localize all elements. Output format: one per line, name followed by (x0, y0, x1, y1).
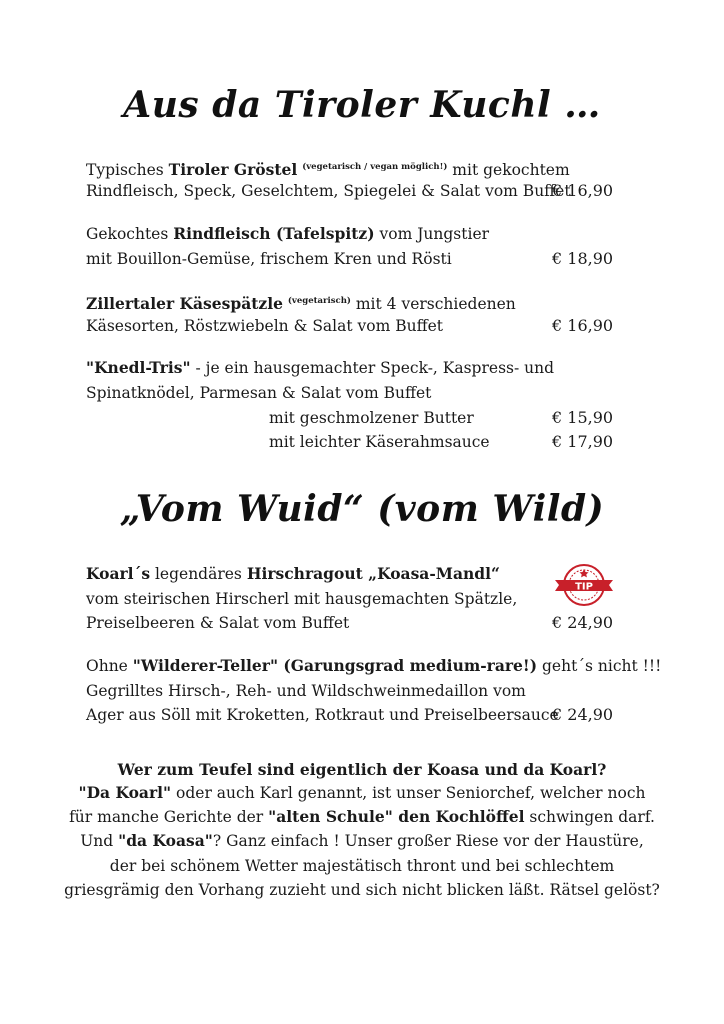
menu-item-teller-line1 (86, 656, 661, 676)
price-knedl-butter: € 15,90 (552, 408, 614, 427)
dish-name: Zillertaler Käsespätzle (86, 294, 283, 313)
text: mit 4 verschiedenen (350, 295, 516, 313)
story-line-5: der bei schönem Wetter majestätisch thront und bei schlechtem (109, 857, 615, 875)
knedl-option-butter: mit geschmolzener Butter (269, 409, 474, 427)
dish-note: (vegetarisch) (287, 296, 351, 306)
text: schwingen darf. (524, 808, 655, 826)
menu-item-hirsch-line3: Preiselbeeren & Salat vom Buffet (86, 614, 350, 632)
price-groestel: € 16,90 (552, 181, 614, 200)
text: mit gekochtem (447, 161, 570, 179)
tip-badge-label: TIP (575, 581, 593, 593)
price-teller: € 24,90 (552, 705, 614, 724)
story-line-3 (0, 807, 724, 827)
section-heading-kuchl: Aus da Tiroler Kuchl … (123, 84, 601, 126)
story-bold: "alten Schule" den Kochlöffel (268, 807, 525, 826)
text: ? Ganz einfach ! Unser großer Riese vor der Haustüre, (212, 832, 644, 850)
dish-name: Hirschragout „Koasa-Mandl“ (246, 564, 500, 583)
story-line-2 (0, 783, 724, 803)
text: vom Jungstier (374, 225, 490, 243)
menu-item-spaetzle-line1 (86, 291, 516, 314)
story-line-6: griesgrämig den Vorhang zuzieht und sich nicht blicken läßt. Rätsel gelöst? (64, 881, 660, 899)
text: - je ein hausgemachter Speck-, Kaspress- und (190, 359, 555, 377)
price-spaetzle: € 16,90 (552, 316, 614, 335)
menu-item-teller-line3: Ager aus Söll mit Kroketten, Rotkraut und Preiselbeersauce (86, 706, 559, 724)
dish-name: "Knedl-Tris" (86, 358, 191, 377)
dish-name: Rindfleisch (Tafelspitz) (173, 224, 375, 243)
menu-item-tafelspitz-line2: mit Bouillon-Gemüse, frischem Kren und Rösti (86, 250, 452, 268)
price-hirsch: € 24,90 (552, 613, 614, 632)
knedl-option-kaese: mit leichter Käserahmsauce (269, 433, 490, 451)
menu-item-hirsch-line2: vom steirischen Hirscherl mit hausgemachten Spätzle, (86, 590, 518, 608)
story-bold: "Da Koarl" (78, 783, 172, 802)
dish-name: Tiroler Gröstel (168, 160, 298, 179)
text: für manche Gerichte der (69, 808, 269, 826)
text: legendäres (150, 565, 247, 583)
menu-item-groestel-line2: Rindfleisch, Speck, Geselchtem, Spiegelei & Salat vom Buffet (86, 182, 571, 200)
menu-item-spaetzle-line2: Käsesorten, Röstzwiebeln & Salat vom Buffet (86, 317, 444, 335)
text: Gekochtes (86, 225, 174, 243)
menu-item-hirsch-line1 (86, 564, 500, 584)
section-heading-wild: „Vom Wuid“ (vom Wild) (119, 488, 605, 530)
text: geht´s nicht !!! (537, 657, 662, 675)
text: Ohne (86, 657, 133, 675)
menu-item-tafelspitz-line1 (86, 224, 489, 244)
story-bold: "da Koasa" (118, 831, 213, 850)
price-tafelspitz: € 18,90 (552, 249, 614, 268)
dish-name: Koarl´s (86, 564, 151, 583)
tip-badge-icon (553, 560, 615, 610)
price-knedl-kaese: € 17,90 (552, 432, 614, 451)
text: oder auch Karl genannt, ist unser Seniorchef, welcher noch (171, 784, 646, 802)
menu-item-teller-line2: Gegrilltes Hirsch-, Reh- und Wildschweinmedaillon vom (86, 682, 526, 700)
menu-item-knedl-line1 (86, 358, 554, 378)
text: Typisches (86, 161, 169, 179)
story-line-4 (0, 831, 724, 851)
menu-item-knedl-line2: Spinatknödel, Parmesan & Salat vom Buffet (86, 384, 432, 402)
menu-item-groestel-line1 (86, 157, 570, 180)
dish-name: "Wilderer-Teller" (Garungsgrad medium-rare!) (132, 656, 538, 675)
story-title: Wer zum Teufel sind eigentlich der Koasa und da Koarl? (117, 760, 607, 779)
dish-note: (vegetarisch / vegan möglich!) (302, 162, 448, 172)
text: Und (80, 832, 119, 850)
